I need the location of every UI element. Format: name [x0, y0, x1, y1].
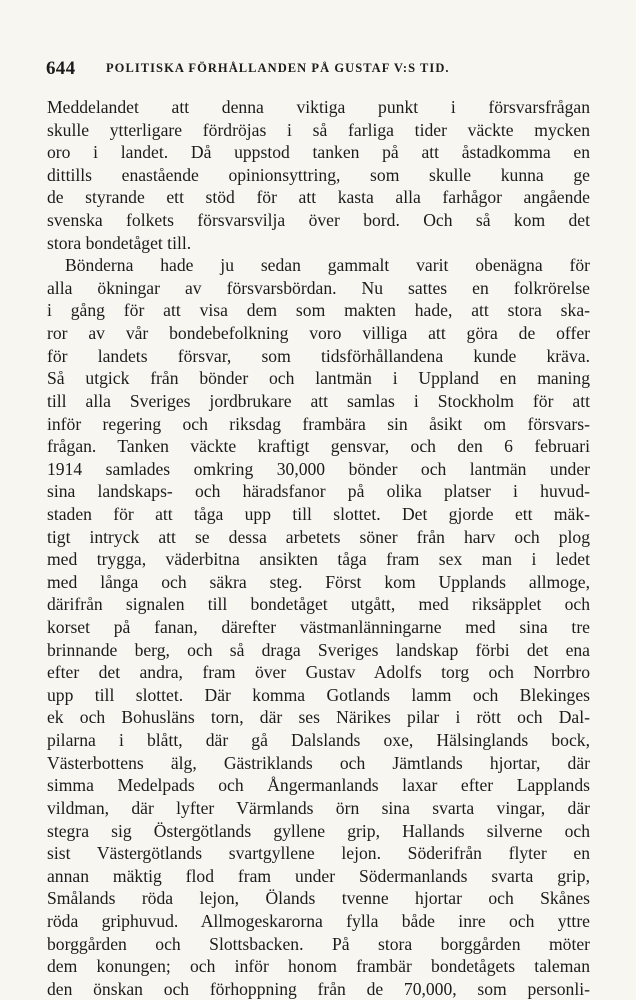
- text-line: stegra sig Östergötlands gyllene grip, Hallands silverne och: [47, 820, 590, 841]
- text-line: Så utgick från bönder och lantmän i Uppland en maning: [47, 368, 590, 389]
- text-line: annan mäktig flod fram under Södermanlands svarta grip,: [47, 865, 590, 886]
- text-line: alla ökningar av försvarsbördan. Nu sattes en folkrörelse: [47, 277, 590, 298]
- text-line: borggården och Slottsbacken. På stora borggården möter: [47, 933, 590, 954]
- text-line: de styrande ett stöd för att kasta alla farhågor angående: [47, 187, 590, 208]
- text-line: röda griphuvud. Allmogeskarorna fylla både inre och yttre: [47, 910, 590, 931]
- text-line: i gång för att visa dem som makten hade, att stora ska-: [47, 300, 590, 321]
- text-line: den önskan och förhoppning från de 70,000, som personli-: [47, 978, 590, 999]
- body-text: [47, 96, 590, 1000]
- text-line: pilarna i blått, där gå Dalslands oxe, Hälsinglands bock,: [47, 730, 590, 751]
- running-header: [46, 58, 586, 82]
- text-line: simma Medelpads och Ångermanlands laxar efter Lapplands: [47, 775, 590, 796]
- text-line: Västerbottens älg, Gästriklands och Jämtlands hjortar, där: [47, 752, 590, 773]
- text-line: stora bondetåget till.: [47, 232, 192, 253]
- text-line: ror av vår bondebefolkning voro villiga att göra de offer: [47, 323, 590, 344]
- text-line: skulle ytterligare fördröjas i så farliga tider väckte mycken: [47, 119, 590, 140]
- text-line: korset på fanan, därefter västmanlänningarne med sina tre: [47, 617, 590, 638]
- text-line: med långa och säkra steg. Först kom Upplands allmoge,: [47, 571, 590, 592]
- text-line: 1914 samlades omkring 30,000 bönder och lantmän under: [47, 458, 590, 479]
- text-line: för landets försvar, som tidsförhållandena kunde kräva.: [47, 345, 590, 366]
- text-line: upp till slottet. Där komma Gotlands lamm och Blekinges: [47, 684, 590, 705]
- text-line: efter det andra, fram över Gustav Adolfs torg och Norrbro: [47, 662, 590, 683]
- text-line: dittills enastående opinionsyttring, som skulle kunna ge: [47, 164, 590, 185]
- text-line: med trygga, väderbitna ansikten tåga fram sex man i ledet: [47, 549, 590, 570]
- text-line: staden för att tåga upp till slottet. Det gjorde ett mäk-: [47, 503, 590, 524]
- text-line: tigt intryck att se dessa arbetets söner från harv och plog: [47, 526, 590, 547]
- text-line: ek och Bohusläns torn, där ses Närikes pilar i rött och Dal-: [47, 707, 590, 728]
- text-line: inför regering och riksdag frambära sin åsikt om försvars-: [47, 413, 590, 434]
- text-line: Bönderna hade ju sedan gammalt varit obenägna för: [65, 255, 590, 276]
- text-line: brinnande berg, och så draga Sveriges landskap förbi det ena: [47, 639, 590, 660]
- text-line: svenska folkets försvarsvilja över bord. Och så kom det: [47, 210, 590, 231]
- text-line: sist Västergötlands svartgyllene lejon. Söderifrån flyter en: [47, 843, 590, 864]
- text-line: frågan. Tanken väckte kraftigt gensvar, och den 6 februari: [47, 436, 590, 457]
- page-number: 644: [46, 58, 76, 79]
- text-line: Meddelandet att denna viktiga punkt i försvarsfrågan: [47, 97, 590, 117]
- text-line: oro i landet. Då uppstod tanken på att åstadkomma en: [47, 142, 590, 163]
- text-line: Smålands röda lejon, Ölands tvenne hjortar och Skånes: [47, 888, 590, 909]
- running-title: POLITISKA FÖRHÅLLANDEN PÅ GUSTAF V:S TID.: [106, 61, 450, 75]
- text-line: sina landskaps- och häradsfanor på olika platser i huvud-: [47, 481, 590, 502]
- text-line: därifrån signalen till bondetåget utgått, med riksäpplet och: [47, 594, 590, 615]
- text-line: till alla Sveriges jordbrukare att samlas i Stockholm för att: [47, 390, 590, 411]
- text-line: vildman, där lyfter Värmlands örn sina svarta vingar, där: [47, 797, 590, 818]
- text-line: dem konungen; och inför honom frambär bondetågets taleman: [47, 956, 590, 977]
